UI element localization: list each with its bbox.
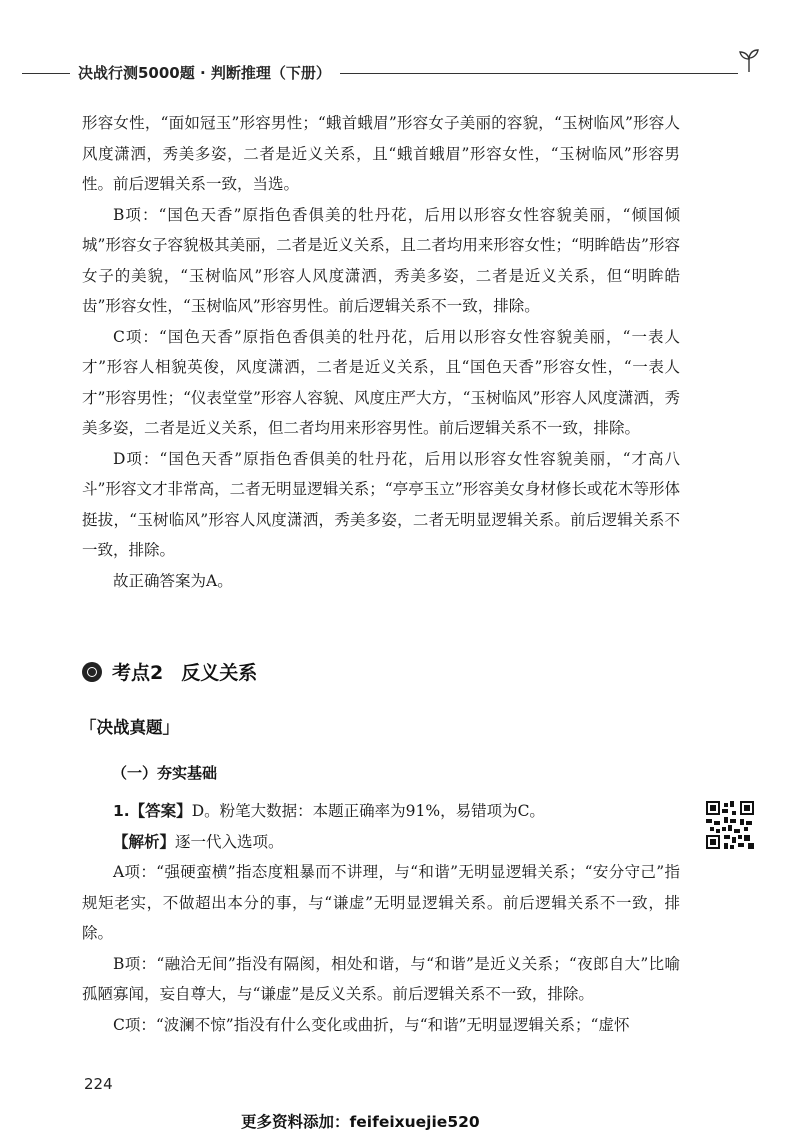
sprout-icon	[734, 46, 764, 76]
header-rule-left	[22, 73, 70, 74]
paragraph-option-d: D项：“国色天香”原指色香俱美的牡丹花，后用以形容女性容貌美丽，“才高八斗”形容文才非常高，二者无明显逻辑关系；“亭亭玉立”形容美女身材修长或花木等形体挺拔，“玉树临风”形容人风度潇洒，秀美多姿，二者无明显逻辑关系。前后逻辑关系不一致，排除。	[82, 449, 680, 559]
answer-text: D。粉笔大数据：本题正确率为91%，易错项为C。	[191, 802, 545, 820]
qr-code-icon[interactable]	[706, 801, 754, 849]
section-bullet-icon	[82, 662, 102, 682]
answer-line	[82, 796, 680, 827]
explanation-text-bottom	[82, 796, 680, 1040]
analysis-line	[82, 827, 680, 858]
section-heading	[82, 658, 257, 688]
section-number: 考点2	[112, 662, 164, 684]
page-number: 224	[84, 1075, 113, 1093]
explanation-text-top	[82, 108, 680, 596]
analysis-label: 【解析】	[113, 832, 176, 851]
answer-label: 1.【答案】	[113, 802, 192, 820]
header-rule-right	[340, 73, 738, 74]
paragraph-option-c: C项：“国色天香”原指色香俱美的牡丹花，后用以形容女性容貌美丽，“一表人才”形容人相貌英俊，风度潇洒，二者是近义关系，且“国色天香”形容女性，“一表人才”形容男性；“仪表堂堂”形容人容貌、风度庄严大方，“玉树临风”形容人风度潇洒，秀美多姿，二者是近义关系，但二者均用来形容男性。前后逻辑关系不一致，排除。	[82, 327, 680, 437]
paragraph-continuation: 形容女性，“面如冠玉”形容男性；“蛾首蛾眉”形容女子美丽的容貌，“玉树临风”形容人风度潇洒，秀美多姿，二者是近义关系，且“蛾首蛾眉”形容女性，“玉树临风”形容男性。前后逻辑关系一致，当选。	[82, 114, 680, 193]
analysis-text: 逐一代入选项。	[175, 832, 284, 851]
sub-heading: （一）夯实基础	[112, 764, 218, 782]
paragraph-conclusion: 故正确答案为A。	[113, 571, 233, 590]
box-heading: 「决战真题」	[80, 718, 179, 737]
paragraph-option-c-2: C项：“波澜不惊”指没有什么变化或曲折，与“和谐”无明显逻辑关系；“虚怀	[113, 1015, 630, 1034]
footer-note: 更多资料添加：feifeixuejie520	[241, 1113, 480, 1131]
paragraph-option-b-2: B项：“融洽无间”指没有隔阂，相处和谐，与“和谐”是近义关系；“夜郎自大”比喻孤陋寡闻，妄自尊大，与“谦虚”是反义关系。前后逻辑关系不一致，排除。	[82, 954, 680, 1003]
paragraph-option-b: B项：“国色天香”原指色香俱美的牡丹花，后用以形容女性容貌美丽，“倾国倾城”形容女子容貌极其美丽，二者是近义关系，且二者均用来形容女性；“明眸皓齿”形容女子的美貌，“玉树临风”形容人风度潇洒，秀美多姿，二者是近义关系，但“明眸皓齿”形容女性，“玉树临风”形容男性。前后逻辑关系不一致，排除。	[82, 205, 680, 315]
running-header	[22, 60, 760, 88]
book-title: 决战行测5000题 · 判断推理（下册）	[78, 64, 331, 82]
section-title: 反义关系	[181, 662, 258, 684]
paragraph-option-a: A项：“强硬蛮横”指态度粗暴而不讲理，与“和谐”无明显逻辑关系；“安分守己”指规矩老实，不做超出本分的事，与“谦虚”无明显逻辑关系。前后逻辑关系不一致，排除。	[82, 863, 680, 942]
